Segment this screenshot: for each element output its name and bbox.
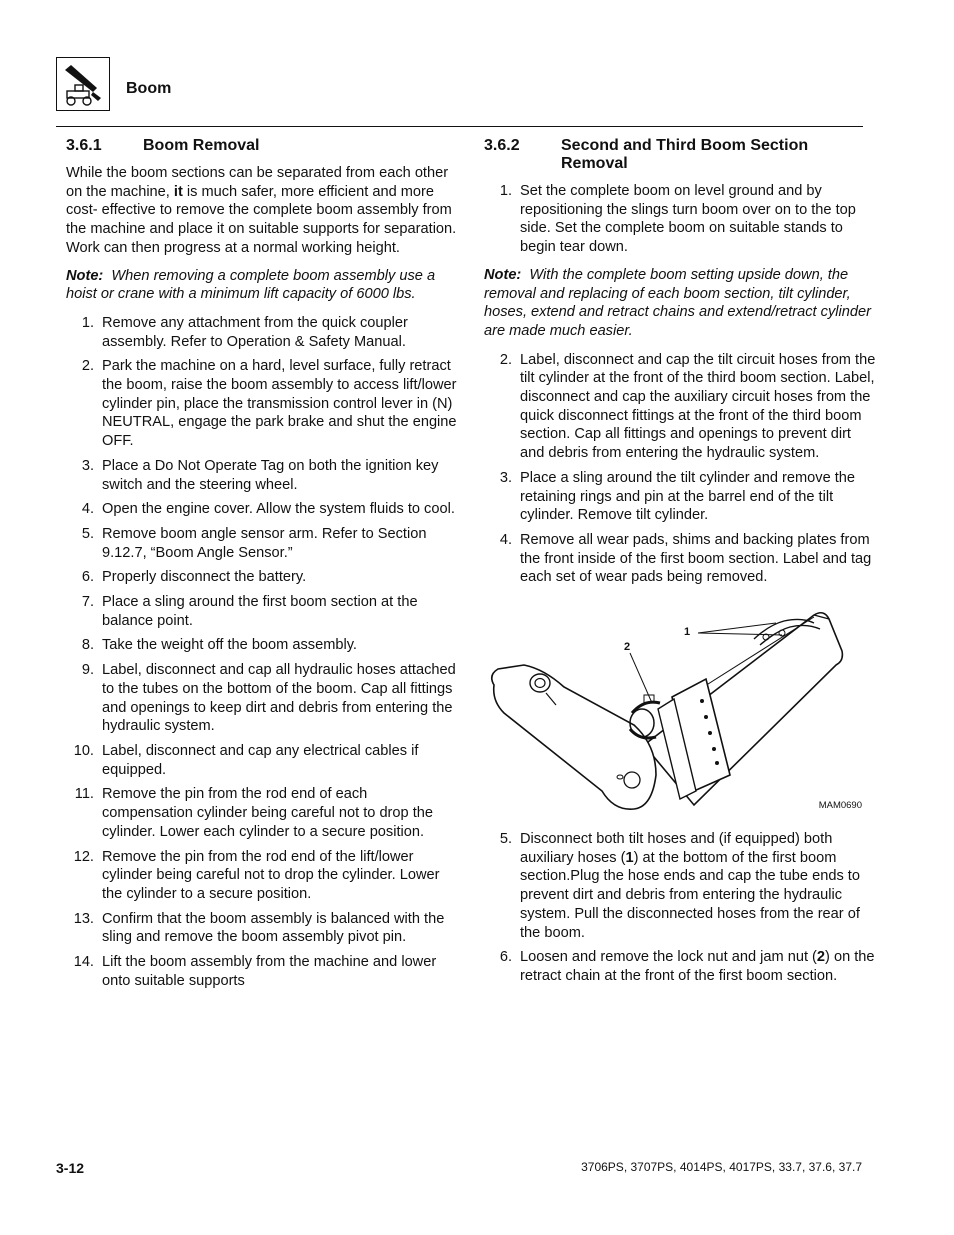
telehandler-logo-icon	[56, 57, 110, 111]
figure-code: MAM0690	[818, 800, 862, 812]
list-item: 5. Remove boom angle sensor arm. Refer to Section 9.12.7, “Boom Angle Sensor.”	[81, 525, 427, 561]
list-item: 1. Remove any attachment from the quick coupler assembly. Refer to Operation & Safety Manual.	[81, 314, 408, 350]
note: Note: When removing a complete boom assembly use a hoist or crane with a minimum lift capacity of 6000 lbs.	[66, 267, 436, 303]
callout-1: 1	[684, 626, 691, 639]
boom-section-steps-b	[484, 351, 876, 587]
list-item: 2. Park the machine on a hard, level surface, fully retract the boom, raise the boom assembly to access lift/lower cylinder pin, place the transmission control lever in (N) NEUTRAL, engage the park brake and shut the engine OFF.	[81, 358, 457, 450]
list-item: 5. Disconnect both tilt hoses and (if equipped) both auxiliary hoses (1) at the bottom of the first boom section.Plug the hose ends and cap the tube ends to prevent dirt and debris from entering the hydraulic system. Pull the disconnected hoses from the rear of the boom.	[499, 831, 860, 941]
left-column	[66, 137, 458, 996]
page-number: 3-12	[56, 1160, 85, 1176]
section-title: Boom Removal	[143, 137, 260, 154]
list-item: 2. Label, disconnect and cap the tilt circuit hoses from the tilt cylinder at the front of the third boom section. Label, disconnect and cap the auxiliary circuit hoses from the quick disconnect fittings at the front of the third boom section. Cap all fittings and openings to prevent dirt and debris from entering the hydraulic system.	[499, 351, 876, 462]
list-item: 6. Loosen and remove the lock nut and jam nut (2) on the retract chain at the front of the first boom section.	[499, 949, 875, 984]
list-item: 9. Label, disconnect and cap all hydraulic hoses attached to the tubes on the bottom of the boom. Cap all fittings and openings to keep dirt and debris from entering the hydraulic system.	[81, 662, 456, 735]
list-item: 8. Take the weight off the boom assembly.	[81, 637, 357, 654]
note: Note: With the complete boom setting upside down, the removal and replacing of each boom section, tilt cylinder, hoses, extend and retract chains and extend/retract cylinder are made much easier.	[484, 266, 871, 339]
list-item: 4. Remove all wear pads, shims and backing plates from the front inside of the first boom section. Label and tag each set of wear pads being removed.	[499, 531, 872, 586]
list-item: 10. Label, disconnect and cap any electrical cables if equipped.	[73, 742, 419, 778]
list-item: 11. Remove the pin from the rod end of each compensation cylinder being careful not to drop the cylinder. Lower each cylinder to a secure position.	[74, 786, 433, 840]
boom-illustration	[484, 595, 874, 820]
model-list: 3706PS, 3707PS, 4014PS, 4017PS, 33.7, 37.6, 37.7	[581, 1160, 862, 1174]
boom-figure	[484, 595, 874, 820]
section-number: 3.6.2	[484, 137, 520, 154]
section-title: Second and Third Boom Section Removal	[561, 137, 809, 172]
section-number: 3.6.1	[66, 137, 102, 154]
list-item: 14. Lift the boom assembly from the machine and lower onto suitable supports	[73, 954, 437, 989]
list-item: 12. Remove the pin from the rod end of the lift/lower cylinder being careful not to drop the cylinder. Lower the cylinder to a secure position.	[73, 848, 440, 902]
header-title: Boom	[126, 80, 172, 97]
list-item: 6. Properly disconnect the battery.	[81, 569, 307, 586]
header-divider	[56, 126, 863, 127]
section-heading-3-6-1	[66, 137, 458, 155]
boom-section-steps-c	[484, 830, 876, 986]
intro-paragraph: While the boom sections can be separated from each other on the machine, it is much safer, more efficient and more cost- effective to remove the complete boom assembly from the machine and place it on suitable supports for separation. Work can then progress at a normal working height.	[66, 165, 457, 256]
callout-2: 2	[624, 641, 631, 654]
section-heading-3-6-2	[484, 137, 876, 173]
right-column	[484, 137, 876, 992]
list-item: 1. Set the complete boom on level ground and by repositioning the slings turn boom over on to the top side. Set the complete boom on suitable stands to begin tear down.	[499, 183, 856, 256]
list-item: 13. Confirm that the boom assembly is balanced with the sling and remove the boom assembly pivot pin.	[73, 910, 445, 946]
list-item: 3. Place a sling around the tilt cylinder and remove the retaining rings and pin at the barrel end of the tilt cylinder. Remove tilt cylinder.	[499, 469, 856, 524]
list-item: 7. Place a sling around the first boom section at the balance point.	[81, 594, 418, 629]
boom-section-steps-a	[484, 182, 876, 257]
list-item: 3. Place a Do Not Operate Tag on both the ignition key switch and the steering wheel.	[81, 457, 439, 493]
list-item: 4. Open the engine cover. Allow the system fluids to cool.	[81, 501, 455, 518]
boom-removal-steps	[66, 314, 458, 991]
